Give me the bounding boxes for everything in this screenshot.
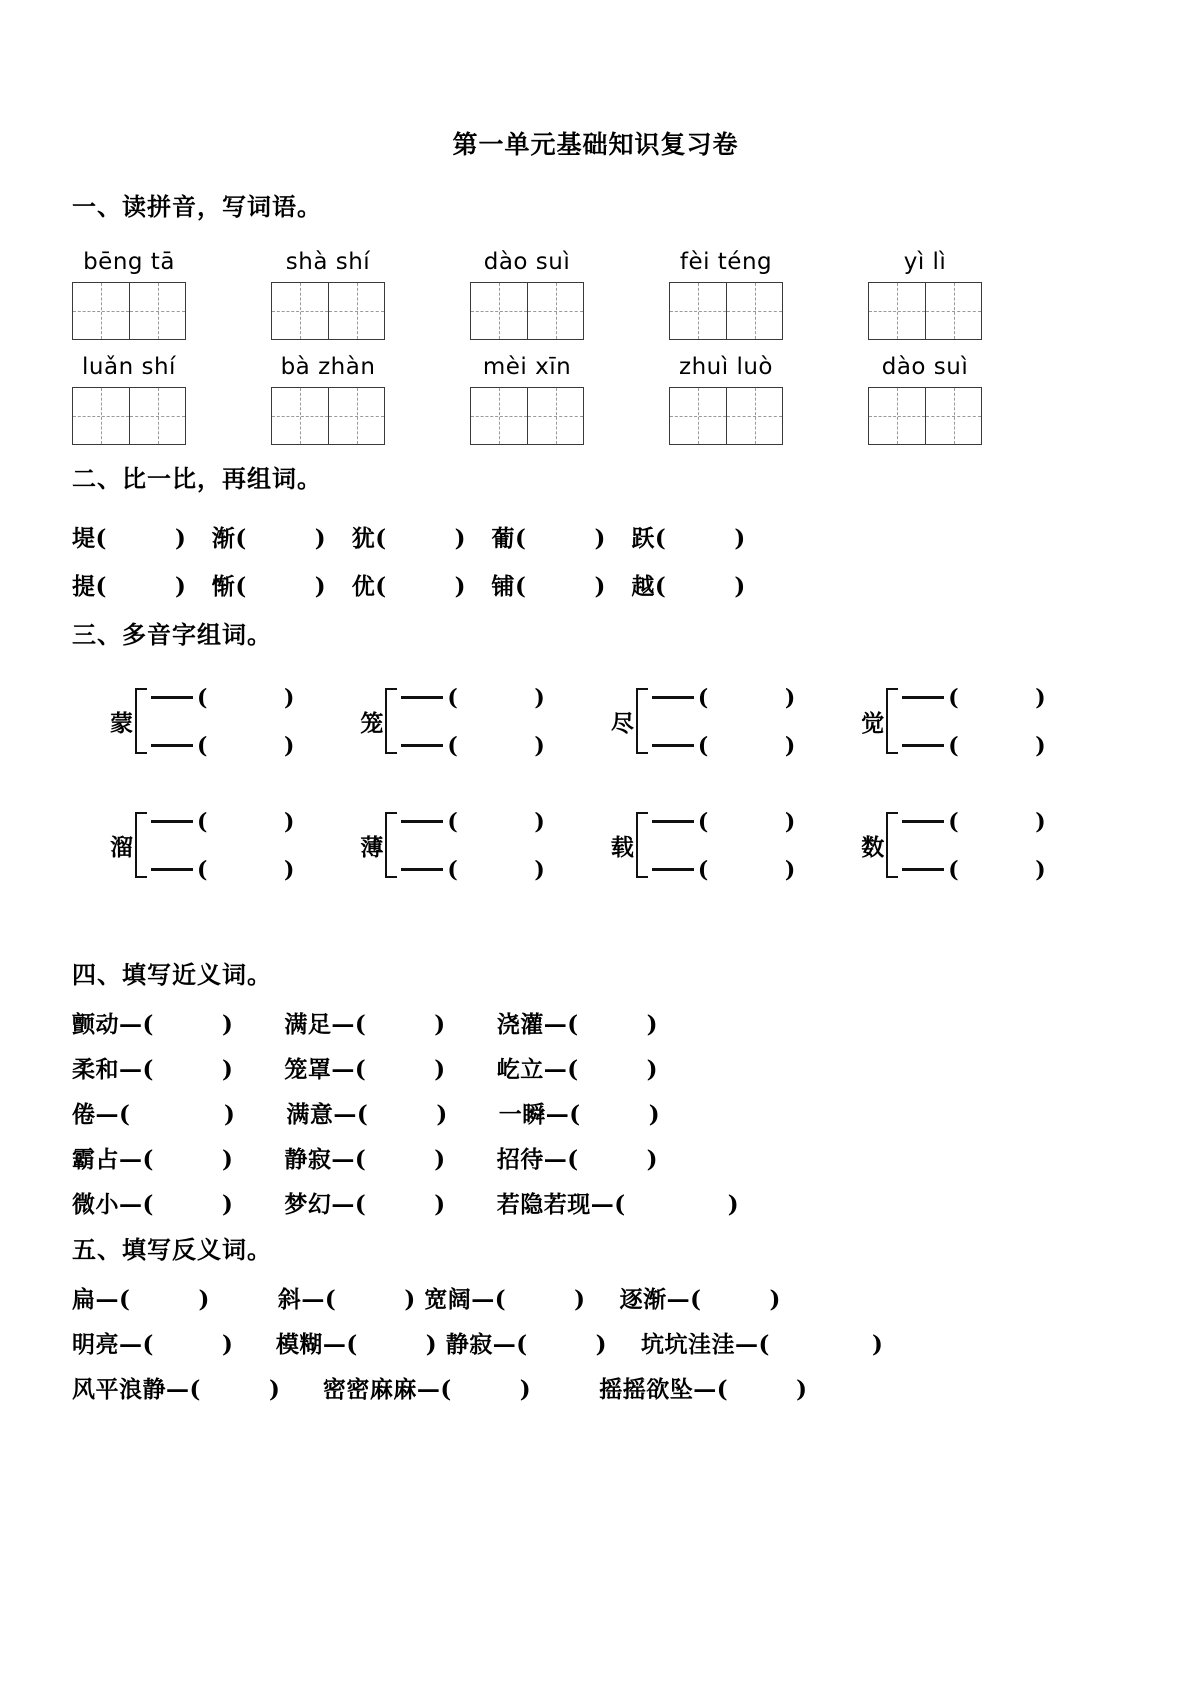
tianzige-cell[interactable] [272,283,328,339]
tianzige-cell[interactable] [73,283,129,339]
pinyin-item [72,354,186,445]
pinyin-label: bà zhàn [280,354,376,380]
duoyinzi-answer-lines [902,683,1045,759]
pinyin-label: bēng tā [83,249,175,275]
pinyin-label: zhuì luò [679,354,773,380]
duoyinzi-item [110,683,294,759]
duoyinzi-answer-line[interactable] [401,685,544,711]
bracket-icon [636,688,648,754]
write-blank[interactable] [401,820,443,823]
section-heading-three: 三、多音字组词。 [72,620,272,649]
duoyinzi-item [861,683,1045,759]
duoyinzi-answer-line[interactable] [401,857,544,883]
tianzige-cell[interactable] [925,388,981,444]
write-blank[interactable] [902,696,944,699]
duoyinzi-answer-line[interactable] [902,733,1045,759]
duoyinzi-char: 薄 [360,833,384,861]
paren-blank[interactable]: ( ) [948,733,1046,759]
section-heading-two: 二、比一比，再组词。 [72,464,322,493]
tianzige-grid[interactable] [72,387,186,445]
tianzige-cell[interactable] [129,388,185,444]
duoyinzi-answer-lines [652,683,795,759]
duoyinzi-char: 溜 [110,833,133,861]
compare-words-row-1[interactable]: 堤( ) 渐( ) 犹( ) 葡( ) 跃( ) [72,525,746,552]
paren-blank[interactable]: ( ) [447,857,545,883]
duoyinzi-answer-line[interactable] [151,857,294,883]
antonym-row-1[interactable]: 扁—( ) 斜—( ) 宽阔—( ) 逐渐—( ) [72,1286,781,1313]
pinyin-label: yì lì [903,249,947,275]
tianzige-grid[interactable] [868,282,982,340]
tianzige-cell[interactable] [328,388,384,444]
duoyinzi-item [360,683,544,759]
tianzige-cell[interactable] [471,388,527,444]
duoyinzi-row-1 [0,683,1191,759]
tianzige-cell[interactable] [925,283,981,339]
pinyin-item [72,249,186,340]
write-blank[interactable] [401,744,443,747]
duoyinzi-answer-lines [401,807,544,883]
bracket-icon [385,812,397,878]
tianzige-cell[interactable] [726,283,782,339]
tianzige-cell[interactable] [527,283,583,339]
duoyinzi-row-2 [0,807,1191,883]
pinyin-item [470,354,584,445]
duoyinzi-answer-line[interactable] [652,809,795,835]
pinyin-label: dào suì [881,354,969,380]
write-blank[interactable] [401,868,443,871]
tianzige-grid[interactable] [470,282,584,340]
duoyinzi-item [360,807,544,883]
duoyinzi-answer-lines [902,807,1045,883]
bracket-icon [886,812,898,878]
paren-blank[interactable]: ( ) [697,809,796,835]
paren-blank[interactable]: ( ) [948,809,1046,835]
bracket-icon [636,812,648,878]
duoyinzi-answer-line[interactable] [151,733,294,759]
duoyinzi-answer-line[interactable] [902,809,1045,835]
page-title: 第一单元基础知识复习卷 [452,130,739,159]
paren-blank[interactable]: ( ) [948,685,1046,711]
duoyinzi-answer-lines [151,807,294,883]
section-heading-five: 五、填写反义词。 [72,1235,272,1264]
paren-blank[interactable]: ( ) [447,809,545,835]
pinyin-item [470,249,584,340]
bracket-icon [135,688,147,754]
duoyinzi-answer-lines [652,807,795,883]
paren-blank[interactable]: ( ) [197,685,295,711]
section-heading-four: 四、填写近义词。 [72,960,272,989]
tianzige-cell[interactable] [670,283,726,339]
paren-blank[interactable]: ( ) [447,733,545,759]
tianzige-grid[interactable] [868,387,982,445]
paren-blank[interactable]: ( ) [697,685,796,711]
duoyinzi-answer-line[interactable] [902,857,1045,883]
duoyinzi-char: 笼 [360,709,384,737]
duoyinzi-char: 数 [861,833,885,861]
paren-blank[interactable]: ( ) [197,857,295,883]
pinyin-item [868,249,982,340]
tianzige-cell[interactable] [272,388,328,444]
pinyin-item [669,249,783,340]
write-blank[interactable] [401,696,443,699]
duoyinzi-answer-line[interactable] [401,733,544,759]
pinyin-row-2 [72,354,1191,445]
tianzige-grid[interactable] [470,387,584,445]
pinyin-label: fèi téng [679,249,773,275]
paren-blank[interactable]: ( ) [948,857,1046,883]
synonym-row-4[interactable]: 霸占—( ) 静寂—( ) 招待—( ) [72,1146,659,1173]
paren-blank[interactable]: ( ) [447,685,545,711]
paren-blank[interactable]: ( ) [697,857,796,883]
tianzige-cell[interactable] [328,283,384,339]
tianzige-cell[interactable] [726,388,782,444]
pinyin-exercise-block [0,249,1191,445]
pinyin-label: shà shí [285,249,371,275]
pinyin-item [868,354,982,445]
paren-blank[interactable]: ( ) [197,809,295,835]
duoyinzi-item [861,807,1045,883]
antonym-row-3[interactable]: 风平浪静—( ) 密密麻麻—( ) 摇摇欲坠—( ) [72,1376,808,1403]
write-blank[interactable] [902,744,944,747]
duoyinzi-item [110,807,294,883]
tianzige-cell[interactable] [869,388,925,444]
duoyinzi-answer-line[interactable] [652,857,795,883]
bracket-icon [886,688,898,754]
section-heading-one: 一、读拼音，写词语。 [72,192,322,221]
tianzige-cell[interactable] [670,388,726,444]
duoyinzi-answer-line[interactable] [652,685,795,711]
synonym-row-3[interactable]: 倦—( ) 满意—( ) 一瞬—( ) [72,1101,661,1128]
duoyinzi-answer-line[interactable] [151,685,294,711]
pinyin-row-1 [72,249,1191,340]
duoyinzi-char: 觉 [861,709,885,737]
tianzige-cell[interactable] [471,283,527,339]
duoyinzi-answer-lines [151,683,294,759]
tianzige-cell[interactable] [869,283,925,339]
write-blank[interactable] [151,868,193,871]
write-blank[interactable] [151,696,193,699]
tianzige-grid[interactable] [72,282,186,340]
duoyinzi-char: 蒙 [110,709,133,737]
pinyin-item [271,354,385,445]
bracket-icon [135,812,147,878]
write-blank[interactable] [652,868,694,871]
duoyinzi-answer-line[interactable] [401,809,544,835]
write-blank[interactable] [151,820,193,823]
duoyinzi-item [611,807,795,883]
write-blank[interactable] [652,696,694,699]
synonym-row-2[interactable]: 柔和—( ) 笼罩—( ) 屹立—( ) [72,1056,659,1083]
write-blank[interactable] [652,744,694,747]
tianzige-grid[interactable] [271,387,385,445]
tianzige-cell[interactable] [527,388,583,444]
duoyinzi-item [611,683,795,759]
synonym-row-5[interactable]: 微小—( ) 梦幻—( ) 若隐若现—( ) [72,1191,740,1218]
write-blank[interactable] [902,820,944,823]
synonym-row-1[interactable]: 颤动—( ) 满足—( ) 浇灌—( ) [72,1011,659,1038]
pinyin-item [669,354,783,445]
compare-words-row-2[interactable]: 提( ) 惭( ) 优( ) 铺( ) 越( ) [72,573,746,600]
pinyin-item [271,249,385,340]
duoyinzi-answer-line[interactable] [652,733,795,759]
bracket-icon [385,688,397,754]
duoyinzi-answer-line[interactable] [902,685,1045,711]
paren-blank[interactable]: ( ) [697,733,796,759]
pinyin-label: dào suì [483,249,571,275]
write-blank[interactable] [151,744,193,747]
duoyinzi-char: 载 [610,833,634,861]
write-blank[interactable] [902,868,944,871]
duoyinzi-answer-line[interactable] [151,809,294,835]
tianzige-grid[interactable] [669,282,783,340]
duoyinzi-answer-lines [401,683,544,759]
pinyin-label: mèi xīn [482,354,572,380]
pinyin-label: luǎn shí [82,354,176,380]
tianzige-grid[interactable] [669,387,783,445]
tianzige-grid[interactable] [271,282,385,340]
write-blank[interactable] [652,820,694,823]
tianzige-cell[interactable] [129,283,185,339]
antonym-row-2[interactable]: 明亮—( ) 模糊—( ) 静寂—( ) 坑坑洼洼—( ) [72,1331,884,1358]
tianzige-cell[interactable] [73,388,129,444]
paren-blank[interactable]: ( ) [197,733,295,759]
duoyinzi-char: 尽 [610,709,634,737]
